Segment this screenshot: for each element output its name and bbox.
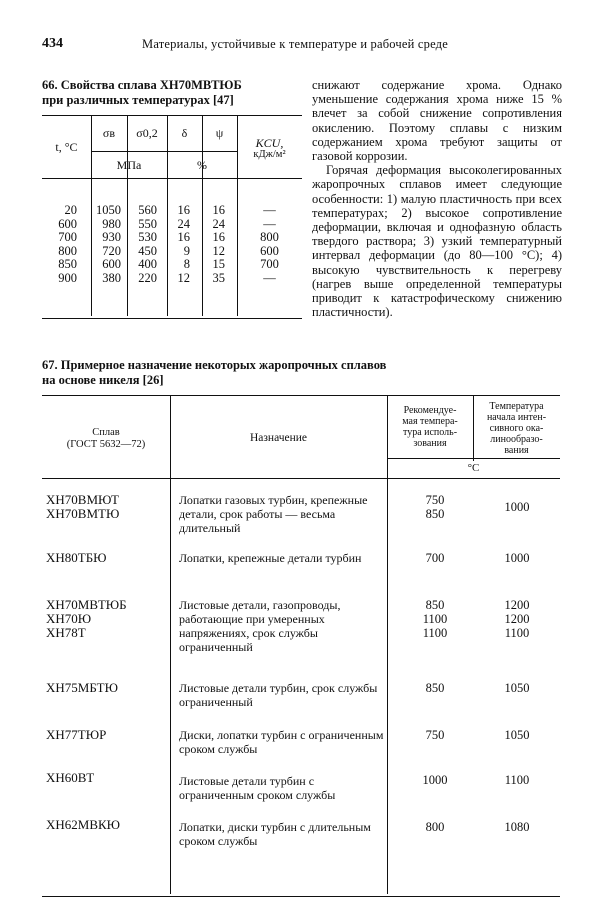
- t66-col-psi: 16 24 16 12 15 35: [212, 203, 225, 285]
- t66-header-kcu: KCU,: [255, 136, 284, 150]
- t67-row-alloy: ХН62МВКЮ: [46, 817, 121, 832]
- table-67-divider: [170, 396, 171, 894]
- body-paragraph-2: Горячая деформация высоколегированных жаропрочных сплавов имеет следующие особенности: 1) малую пластичность при всех температурах; 2) высокое сопротивление деформации, включая и однофазную область твердого раствора; 3) узкий температурный интервал деформации (до 80—100 °C); 4) высокую чувствительность к перегреву (нагрев выше определенной температуры приводит к катастрофическому снижению пластичности).: [312, 163, 562, 320]
- page-number: 434: [42, 36, 63, 51]
- t67-row-ox-temp: 1000: [504, 551, 530, 565]
- t66-col-t: 20 600 700 800 850 900: [58, 203, 77, 285]
- t67-header-alloy: Сплав (ГОСТ 5632—72): [66, 427, 146, 450]
- table-67-unit-rule: [387, 458, 560, 459]
- t67-row-alloy: ХН70ВМЮТ ХН70ВМТЮ: [46, 492, 120, 521]
- t66-header-sigma-b: σв: [102, 126, 116, 140]
- body-text-right: [312, 78, 562, 319]
- t67-row-rec-temp: 750: [425, 728, 445, 742]
- t67-header-ox-temp: Температура начала интен- сивного ока- линообразо- вания: [486, 401, 547, 456]
- t67-row-purpose: Листовые детали, газопроводы, работающие при умеренных напряжениях, срок службы ограниченный: [179, 598, 341, 654]
- t67-row-alloy: ХН75МБТЮ: [46, 680, 118, 695]
- table-67: [42, 395, 560, 897]
- t66-header-percent: %: [197, 158, 207, 172]
- table-66-unit-rule: [91, 151, 237, 152]
- t67-row-ox-temp: 1100: [504, 773, 530, 787]
- t67-row-ox-temp: 1080: [504, 820, 530, 834]
- t66-header-sigma-02: σ0,2: [136, 126, 158, 140]
- t67-header-purpose: Назначение: [249, 432, 308, 444]
- t66-col-delta: 16 24 16 9 8 12: [177, 203, 190, 285]
- body-paragraph-1: снижают содержание хрома. Однако уменьшение содержания хрома ниже 15 % влечет за собой снижение сопротивления окислению. Поэтому сплавы с низким содержанием хрома требуют защиты от газовой коррозии.: [312, 78, 562, 164]
- t67-row-rec-temp: 850 1100 1100: [422, 598, 448, 640]
- t67-row-ox-temp: 1050: [504, 728, 530, 742]
- t67-row-purpose: Лопатки, крепежные детали турбин: [179, 551, 362, 565]
- t67-row-rec-temp: 800: [425, 820, 445, 834]
- t67-row-ox-temp: 1200 1200 1100: [504, 598, 530, 640]
- t66-header-mpa: МПа: [116, 158, 142, 172]
- t67-header-rec-temp: Рекомендуе- мая темпера- тура исполь- зования: [402, 405, 458, 449]
- t67-row-purpose: Листовые детали турбин с ограниченным сроком службы: [179, 774, 336, 802]
- table-66-title-line1: 66. Свойства сплава ХН70МВТЮБ: [42, 78, 242, 92]
- table-66-header-rule: [42, 178, 302, 179]
- table-67-title: [42, 358, 462, 388]
- t67-row-ox-temp: 1000: [504, 500, 530, 514]
- t67-row-purpose: Лопатки газовых турбин, крепежные детали, срок работы — весьма длительный: [179, 493, 368, 535]
- t67-row-alloy: ХН60ВТ: [46, 770, 95, 785]
- table-67-title-line1: 67. Примерное назначение некоторых жаропрочных сплавов: [42, 358, 387, 372]
- table-66: [42, 115, 302, 319]
- t67-row-purpose: Диски, лопатки турбин с ограниченным сроком службы: [179, 728, 384, 756]
- t66-header-delta: δ: [181, 126, 188, 140]
- t66-col-sigma-b: 1050 980 930 720 600 380: [96, 203, 121, 285]
- t67-row-purpose: Лопатки, диски турбин с длительным сроком службы: [179, 820, 371, 848]
- t67-row-alloy: ХН77ТЮР: [46, 727, 107, 742]
- table-66-title-line2: при различных температурах [47]: [42, 93, 234, 107]
- t67-row-rec-temp: 850: [425, 681, 445, 695]
- running-head-title: Материалы, устойчивые к температуре и рабочей среде: [142, 37, 448, 51]
- t66-col-kcu: — — 800 600 700 —: [260, 203, 279, 285]
- t67-row-rec-temp: 750 850: [425, 493, 445, 521]
- running-header: [42, 36, 567, 54]
- t67-header-unit: °C: [467, 462, 480, 474]
- t67-row-purpose: Листовые детали турбин, срок службы ограниченный: [179, 681, 378, 709]
- t66-col-sigma-02: 560 550 530 450 400 220: [138, 203, 157, 285]
- t66-header-t: t, °C: [55, 140, 78, 154]
- t66-header-kcu-unit: кДж/м²: [253, 149, 286, 160]
- t66-header-psi: ψ: [215, 126, 224, 140]
- t67-row-rec-temp: 700: [425, 551, 445, 565]
- table-67-header-rule: [42, 478, 560, 479]
- table-67-title-line2: на основе никеля [26]: [42, 373, 164, 387]
- t67-row-rec-temp: 1000: [422, 773, 448, 787]
- t67-row-alloy: ХН70МВТЮБ ХН70Ю ХН78Т: [46, 597, 127, 640]
- t67-row-ox-temp: 1050: [504, 681, 530, 695]
- t67-row-alloy: ХН80ТБЮ: [46, 550, 107, 565]
- table-66-title: [42, 78, 297, 108]
